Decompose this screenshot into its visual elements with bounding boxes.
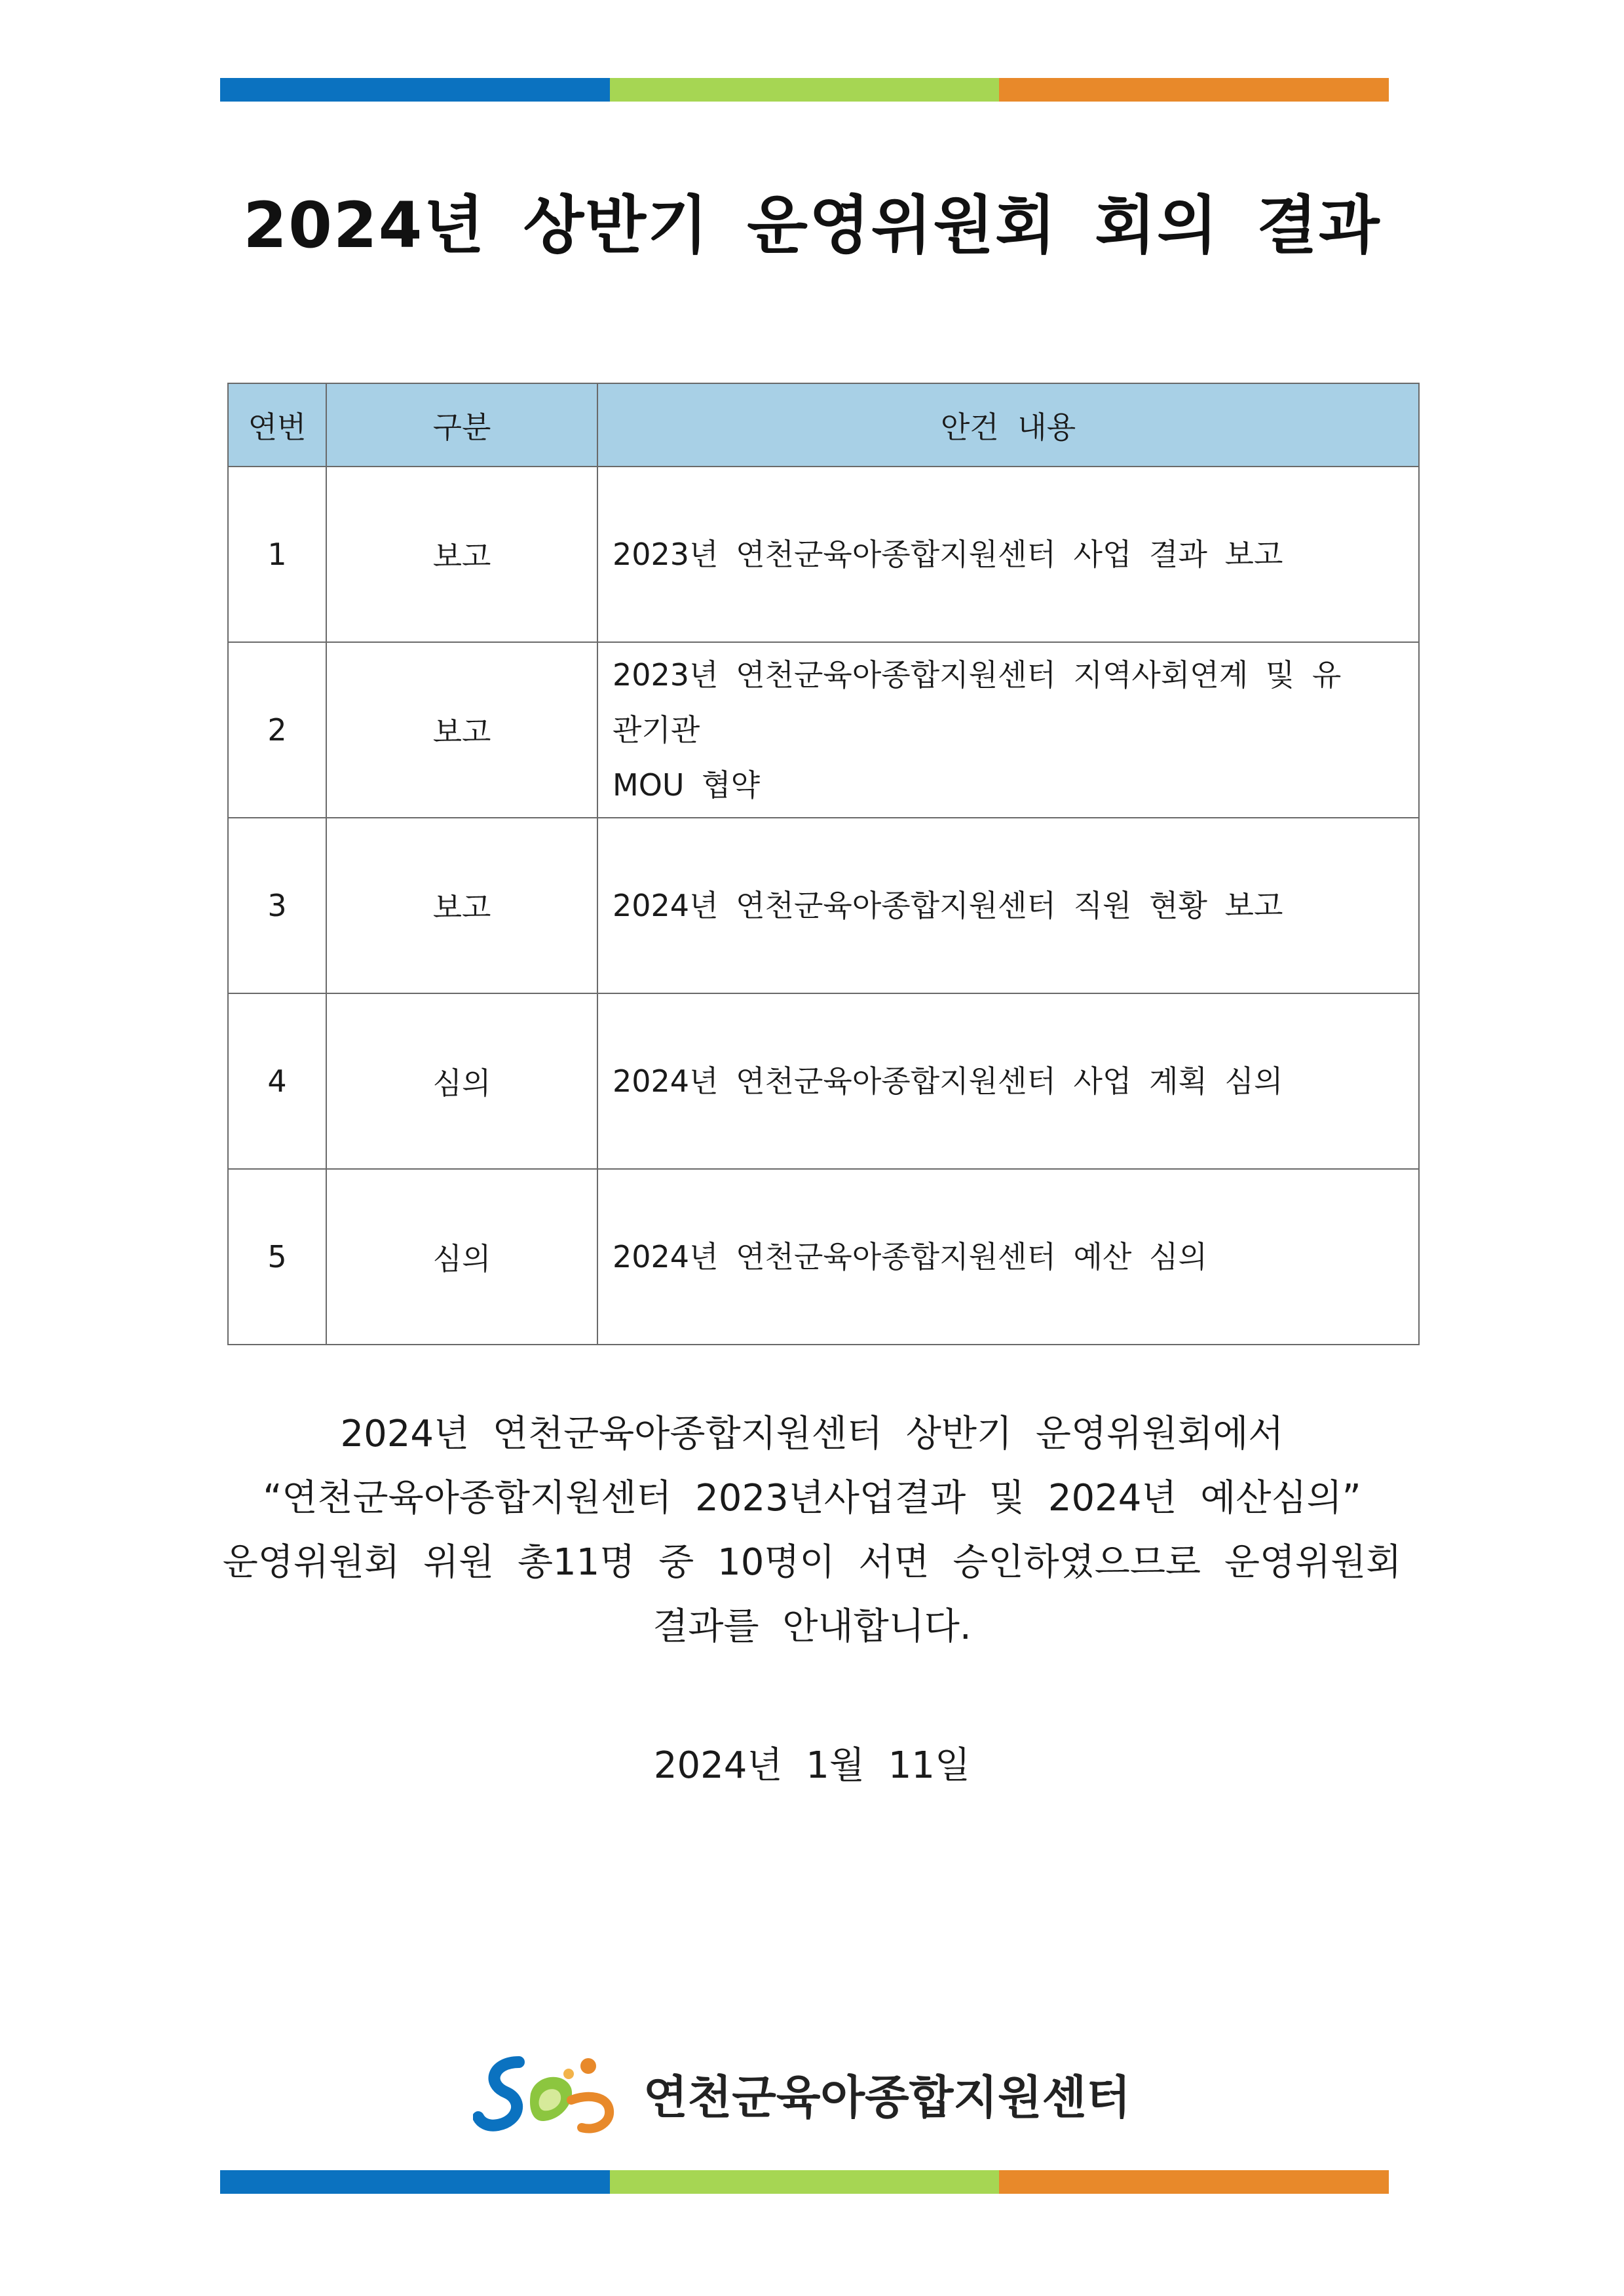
row-number: 2 (228, 642, 326, 818)
footer-logo (473, 2048, 1131, 2139)
row-number: 4 (228, 993, 326, 1169)
row-number: 5 (228, 1169, 326, 1345)
footer-organization-name: 연천군육아종합지원센터 (643, 2070, 1131, 2124)
agenda-table (227, 383, 1420, 1345)
row-content (597, 467, 1419, 642)
header-number: 연번 (228, 383, 326, 467)
table-row (228, 993, 1419, 1169)
row-number: 1 (228, 467, 326, 642)
notice-line: 2024년 연천군육아종합지원센터 상반기 운영위원회에서 (340, 1413, 1284, 1455)
color-bar-green-segment (610, 78, 1000, 102)
row-content-line: 2024년 연천군육아종합지원센터 사업 계획 심의 (613, 1063, 1283, 1099)
document-title: 2024년 상반기 운영위원회 회의 결과 (243, 189, 1381, 262)
row-content (597, 1169, 1419, 1345)
row-content (597, 818, 1419, 993)
row-content-line: 2023년 연천군육아종합지원센터 사업 결과 보고 (613, 537, 1283, 572)
notice-paragraph (0, 1402, 1624, 1659)
table-header-row (228, 383, 1419, 467)
row-category: 보고 (326, 818, 597, 993)
notice-line: “연천군육아종합지원센터 2023년사업결과 및 2024년 예산심의” (263, 1477, 1361, 1520)
row-category: 심의 (326, 1169, 597, 1345)
center-logo-icon (473, 2048, 617, 2139)
row-content-line: MOU 협약 (613, 767, 761, 803)
row-content (597, 993, 1419, 1169)
bottom-color-bar (220, 2170, 1389, 2194)
row-category: 심의 (326, 993, 597, 1169)
color-bar-green-segment (610, 2170, 1000, 2194)
top-color-bar (220, 78, 1389, 102)
row-content (597, 642, 1419, 818)
row-number: 3 (228, 818, 326, 993)
row-content-line: 2024년 연천군육아종합지원센터 예산 심의 (613, 1239, 1207, 1274)
document-date: 2024년 1월 11일 (653, 1744, 971, 1787)
color-bar-blue-segment (220, 2170, 610, 2194)
color-bar-orange-segment (999, 78, 1389, 102)
notice-line: 운영위원회 위원 총11명 중 10명이 서면 승인하였으므로 운영위원회 (222, 1541, 1402, 1584)
row-category: 보고 (326, 467, 597, 642)
table-row (228, 1169, 1419, 1345)
header-content: 안건 내용 (597, 383, 1419, 467)
color-bar-blue-segment (220, 78, 610, 102)
table-row (228, 642, 1419, 818)
table-row (228, 467, 1419, 642)
row-content-line: 2023년 연천군육아종합지원센터 지역사회연계 및 유관기관 (613, 657, 1342, 748)
color-bar-orange-segment (999, 2170, 1389, 2194)
header-category: 구분 (326, 383, 597, 467)
row-content-line: 2024년 연천군육아종합지원센터 직원 현황 보고 (613, 888, 1283, 923)
notice-line: 결과를 안내합니다. (652, 1605, 972, 1648)
row-category: 보고 (326, 642, 597, 818)
table-row (228, 818, 1419, 993)
